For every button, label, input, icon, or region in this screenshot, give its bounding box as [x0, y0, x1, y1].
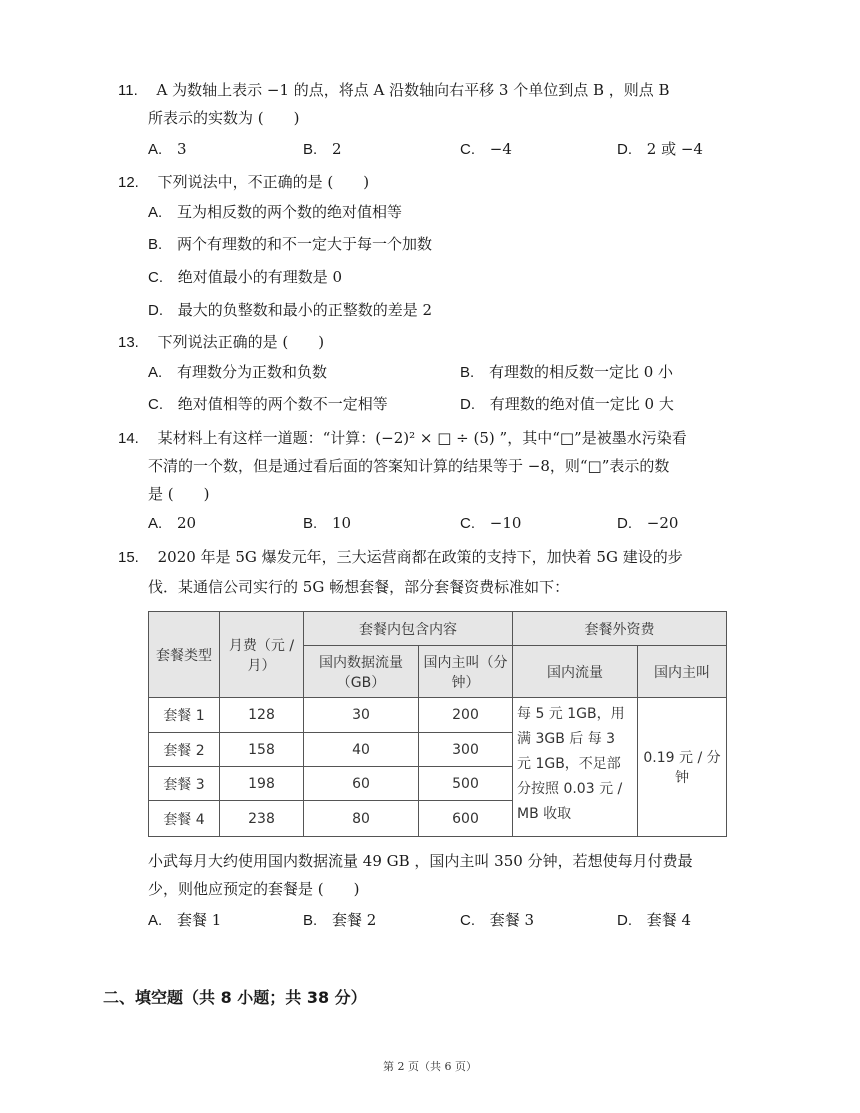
q12-stem: 下列说法中，不正确的是 ( )	[157, 173, 370, 191]
q13-stem: 下列说法正确的是 ( )	[157, 333, 325, 351]
q12-option-a: A. 互为相反数的两个数的绝对值相等	[148, 203, 402, 221]
header-fee: 月费（元 / 月）	[220, 612, 304, 698]
q13-option-d: D. 有理数的绝对值一定比 0 大	[460, 395, 674, 413]
q14-option-c: C. −10	[460, 514, 522, 532]
page-footer: 第 2 页（共 6 页）	[383, 1060, 477, 1073]
plan-name: 套餐 1	[149, 698, 220, 733]
header-extra: 套餐外资费	[513, 612, 727, 646]
plan-name: 套餐 3	[149, 767, 220, 801]
q12-option-b: B. 两个有理数的和不一定大于每一个加数	[148, 235, 432, 253]
q15-stem: 2020 年是 5G 爆发元年，三大运营商都在政策的支持下，加快着 5G 建设的步	[157, 548, 683, 566]
q12-number: 12.	[118, 174, 139, 191]
q15-line1	[118, 546, 683, 569]
q14-line1	[118, 427, 687, 450]
q11-option-c: C. −4	[460, 140, 512, 158]
plan-call: 200	[419, 698, 513, 733]
q12-line1	[118, 171, 369, 194]
q14-number: 14.	[118, 430, 139, 447]
q13-option-b: B. 有理数的相反数一定比 0 小	[460, 363, 674, 381]
header-extra-data: 国内流量	[513, 646, 638, 698]
header-call: 国内主叫（分钟）	[419, 646, 513, 698]
q15-line4: 少，则他应预定的套餐是 ( )	[148, 880, 360, 898]
plan-fee: 158	[220, 733, 304, 767]
header-included: 套餐内包含内容	[304, 612, 513, 646]
q11-line2: 所表示的实数为 ( )	[148, 109, 300, 127]
header-data: 国内数据流量（GB）	[304, 646, 419, 698]
plan-name: 套餐 4	[149, 801, 220, 837]
q11-option-b: B. 2	[303, 140, 342, 158]
q12-option-c: C. 绝对值最小的有理数是 0	[148, 268, 343, 286]
plan-data: 30	[304, 698, 419, 733]
q11-line1	[118, 79, 670, 102]
q13-number: 13.	[118, 334, 139, 351]
q15-option-d: D. 套餐 4	[617, 911, 692, 929]
table-row	[149, 698, 727, 733]
q15-option-a: A. 套餐 1	[148, 911, 222, 929]
header-extra-call: 国内主叫	[638, 646, 727, 698]
q12-option-d: D. 最大的负整数和最小的正整数的差是 2	[148, 301, 433, 319]
q14-line2: 不清的一个数，但是通过看后面的答案知计算的结果等于 −8，则“□”表示的数	[148, 457, 670, 475]
q15-line2: 伐．某通信公司实行的 5G 畅想套餐，部分套餐资费标准如下：	[148, 578, 570, 596]
q14-stem: 某材料上有这样一道题：“计算：(−2)² × □ ÷ (5) ”，其中“□”是被墨水污染看	[157, 429, 687, 447]
plan-call: 500	[419, 767, 513, 801]
plan-data: 60	[304, 767, 419, 801]
section-title: 二、填空题（共 8 小题；共 38 分）	[103, 988, 367, 1007]
plan-fee: 198	[220, 767, 304, 801]
q11-number: 11.	[118, 82, 138, 99]
q11-option-d: D. 2 或 −4	[617, 140, 703, 158]
q11-stem: A 为数轴上表示 −1 的点，将点 A 沿数轴向右平移 3 个单位到点 B ，则点 B	[156, 81, 670, 99]
plan-call: 600	[419, 801, 513, 837]
extra-data-note: 每 5 元 1GB，用满 3GB 后 每 3 元 1GB，不足部分按照 0.03 元 / MB 收取	[513, 698, 638, 837]
q13-option-c: C. 绝对值相等的两个数不一定相等	[148, 395, 388, 413]
plan-fee: 128	[220, 698, 304, 733]
plan-name: 套餐 2	[149, 733, 220, 767]
q14-option-d: D. −20	[617, 514, 679, 532]
q14-option-a: A. 20	[148, 514, 197, 532]
plan-call: 300	[419, 733, 513, 767]
q15-line3: 小武每月大约使用国内数据流量 49 GB ，国内主叫 350 分钟，若想使每月付费最	[148, 852, 693, 870]
plan-data: 80	[304, 801, 419, 837]
plan-table	[148, 611, 727, 837]
q15-option-b: B. 套餐 2	[303, 911, 377, 929]
plan-data: 40	[304, 733, 419, 767]
q13-option-a: A. 有理数分为正数和负数	[148, 363, 327, 381]
header-type: 套餐类型	[149, 612, 220, 698]
extra-call-note: 0.19 元 / 分钟	[638, 698, 727, 837]
plan-fee: 238	[220, 801, 304, 837]
q13-line1	[118, 331, 324, 354]
q15-option-c: C. 套餐 3	[460, 911, 535, 929]
q11-option-a: A. 3	[148, 140, 187, 158]
q15-number: 15.	[118, 549, 139, 566]
q14-line3: 是 ( )	[148, 485, 210, 503]
q14-option-b: B. 10	[303, 514, 352, 532]
